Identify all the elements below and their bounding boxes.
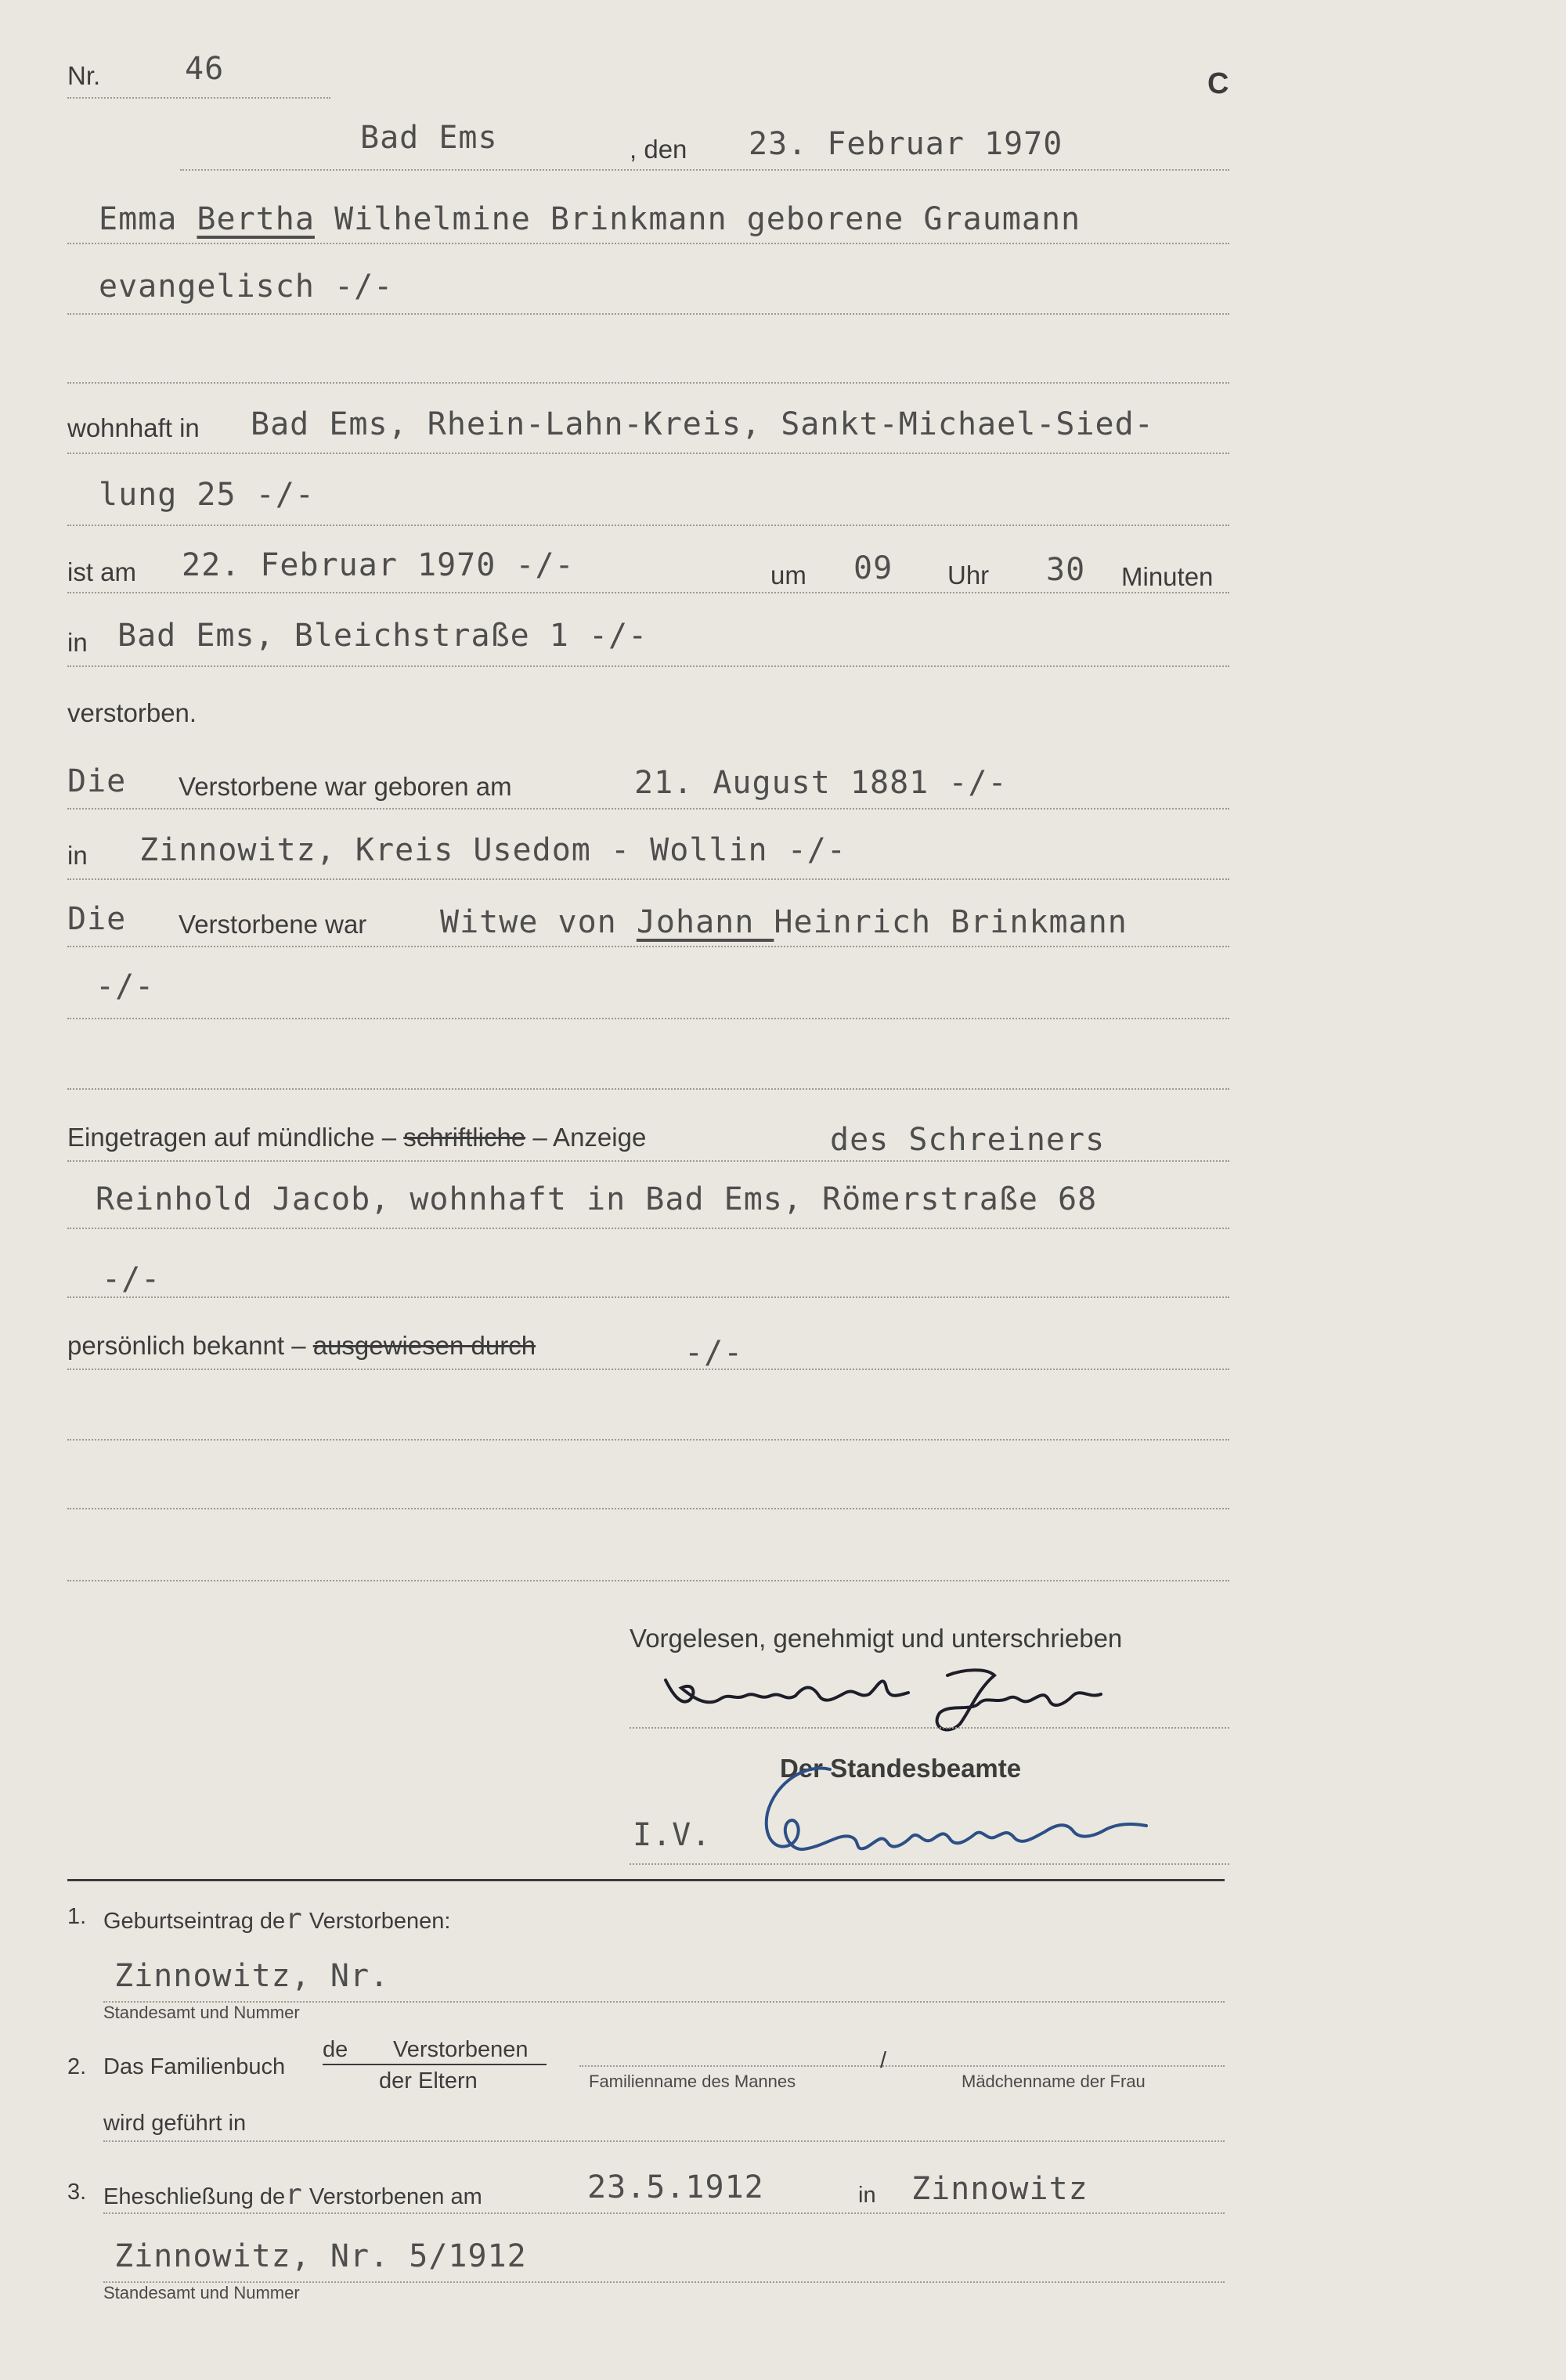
birth-date: 21. August 1881 -/- <box>634 765 1008 801</box>
iv-label: I.V. <box>633 1817 712 1853</box>
known-label: persönlich bekannt – ausgewiesen durch <box>67 1331 536 1360</box>
corner-letter: C <box>1207 67 1229 100</box>
office-number-label-2: Standesamt und Nummer <box>103 2283 300 2302</box>
line-signature-2 <box>630 1863 1229 1865</box>
line-marital-1 <box>67 946 1229 947</box>
marital-status: Witwe von Johann Heinrich Brinkmann <box>440 904 1128 940</box>
line-blank-5 <box>67 1580 1229 1581</box>
office-number-label: Standesamt und Nummer <box>103 2003 300 2022</box>
um-label: um <box>770 561 806 590</box>
informant-line-2: Reinhold Jacob, wohnhaft in Bad Ems, Römerstraße 68 <box>96 1181 1098 1217</box>
entry-number: 46 <box>185 51 225 87</box>
line-death-place <box>67 665 1229 667</box>
line-blank-1 <box>67 382 1229 384</box>
line-informant-3 <box>67 1296 1229 1298</box>
husband-name-label: Familienname des Mannes <box>589 2072 796 2091</box>
marriage-label: Eheschließung der Verstorbenen am <box>103 2179 482 2211</box>
de-label: de <box>323 2037 348 2062</box>
verstorben-label: verstorben. <box>67 698 197 727</box>
line-known <box>67 1368 1229 1370</box>
verstorbenen-label: Verstorbenen <box>393 2037 529 2062</box>
den-label: , den <box>630 135 687 164</box>
marital-die: Die <box>67 901 127 937</box>
birth-die: Die <box>67 763 127 799</box>
line-religion <box>67 313 1229 315</box>
uhr-label: Uhr <box>947 561 990 590</box>
note-3-number: 3. <box>67 2180 87 2205</box>
death-in-label: in <box>67 628 88 657</box>
known-value: -/- <box>684 1335 744 1371</box>
eltern-label: der Eltern <box>379 2068 478 2093</box>
fraction-line <box>323 2064 547 2065</box>
informant-line-3: -/- <box>102 1261 161 1297</box>
line-blank-4 <box>67 1508 1229 1509</box>
line-family-book <box>579 2065 1225 2067</box>
line-blank-3 <box>67 1439 1229 1441</box>
marriage-in-label: in <box>858 2183 876 2208</box>
line-blank-2 <box>67 1088 1229 1090</box>
death-date: 22. Februar 1970 -/- <box>182 547 575 583</box>
death-minutes: 30 <box>1046 552 1086 588</box>
line-informant-1 <box>67 1160 1229 1162</box>
note-2-number: 2. <box>67 2054 87 2079</box>
note-1-number: 1. <box>67 1904 87 1929</box>
line-signature-1 <box>630 1727 1229 1729</box>
birth-label: Verstorbene war geboren am <box>179 772 512 801</box>
death-hour: 09 <box>853 550 893 586</box>
ist-am-label: ist am <box>67 557 137 586</box>
registrar-label: Der Standesbeamte <box>780 1754 1022 1783</box>
marriage-register: Zinnowitz, Nr. 5/1912 <box>114 2238 527 2274</box>
informant-line-1: des Schreiners <box>830 1122 1106 1158</box>
line-nr <box>67 97 330 99</box>
informant-label: Eingetragen auf mündliche – schriftliche – Anzeige <box>67 1123 647 1152</box>
line-residence-2 <box>67 525 1229 526</box>
deceased-name: Emma Bertha Wilhelmine Brinkmann geborene Graumann <box>99 201 1081 237</box>
line-residence-1 <box>67 453 1229 454</box>
nr-label: Nr. <box>67 61 101 90</box>
place: Bad Ems <box>360 120 498 156</box>
marital-line-2: -/- <box>96 968 155 1004</box>
birth-in-label: in <box>67 841 88 870</box>
read-approved-label: Vorgelesen, genehmigt und unterschrieben <box>630 1624 1123 1653</box>
religion: evangelisch -/- <box>99 269 394 305</box>
residence-line-1: Bad Ems, Rhein-Lahn-Kreis, Sankt-Michael-Sied- <box>251 406 1154 442</box>
family-book-label: Das Familienbuch <box>103 2054 286 2079</box>
informant-signature <box>658 1664 1143 1735</box>
birth-place: Zinnowitz, Kreis Usedom - Wollin -/- <box>139 832 846 868</box>
name-slash: / <box>880 2048 887 2073</box>
line-death-date <box>67 592 1229 593</box>
line-birth-place <box>67 878 1229 880</box>
marriage-date: 23.5.1912 <box>587 2169 764 2205</box>
registrar-signature <box>744 1758 1182 1876</box>
line-kept-in <box>103 2140 1225 2142</box>
line-marriage <box>103 2212 1225 2214</box>
minuten-label: Minuten <box>1121 562 1214 591</box>
birth-entry-value: Zinnowitz, Nr. <box>114 1958 390 1994</box>
death-place: Bad Ems, Bleichstraße 1 -/- <box>117 618 648 654</box>
line-name <box>67 243 1229 244</box>
line-informant-2 <box>67 1228 1229 1229</box>
marriage-place: Zinnowitz <box>911 2171 1088 2207</box>
wife-maiden-label: Mädchenname der Frau <box>962 2072 1146 2091</box>
line-marital-2 <box>67 1018 1229 1019</box>
birth-entry-label: Geburtseintrag der Verstorbenen: <box>103 1903 451 1935</box>
residence-line-2: lung 25 -/- <box>99 477 315 513</box>
kept-in-label: wird geführt in <box>103 2111 247 2136</box>
line-birth-date <box>67 808 1229 810</box>
registration-date: 23. Februar 1970 <box>749 126 1063 162</box>
marital-label: Verstorbene war <box>179 910 367 939</box>
residence-label: wohnhaft in <box>67 413 200 442</box>
section-divider <box>67 1879 1225 1881</box>
line-date <box>180 169 1229 171</box>
